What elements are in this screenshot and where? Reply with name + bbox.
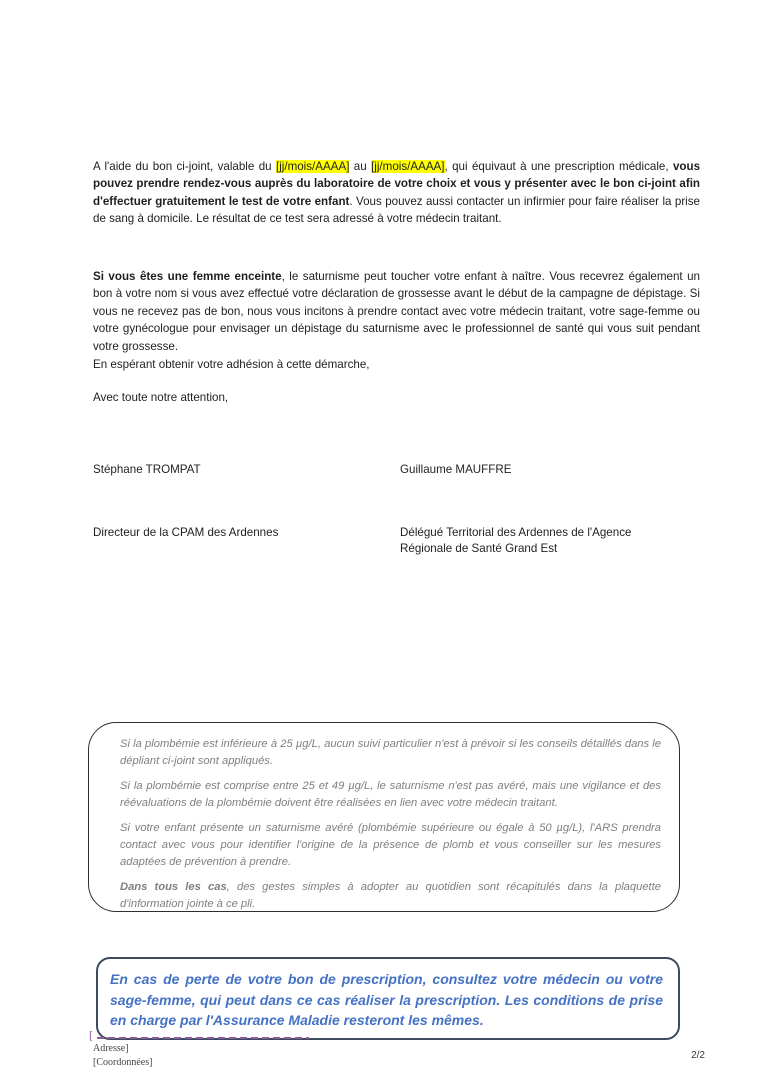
notice-text: En cas de perte de votre bon de prescription, consultez votre médecin ou votre sage-femme, qui peut dans ce cas réaliser la prescription. Les conditions de prise en charge par l'Assurance Maladie resteront les mêmes. xyxy=(110,971,663,1028)
page-number: 2/2 xyxy=(691,1050,705,1061)
para1-text: . Vous pouvez aussi contacter un infirmier pour faire réaliser la prise de sang à domicile. Le résultat de ce test sera adressé à votre médecin traitant. xyxy=(93,194,701,226)
para2-bold-text: Si vous êtes une femme enceinte xyxy=(93,269,282,283)
para1-text: A l'aide du bon ci-joint, valable du xyxy=(93,159,276,173)
para1-bold-text: vous pouvez prendre rendez-vous auprès du laboratoire de votre choix et vous y présenter avec le bon ci-joint afin d'effectuer gratuitement le test de votre enfant xyxy=(93,159,701,208)
signer-title-left: Directeur de la CPAM des Ardennes xyxy=(93,526,279,539)
footer-obscured-placeholder-line xyxy=(97,1037,309,1039)
info-para-bold-text: Dans tous les cas xyxy=(120,881,227,893)
para1-text: , qui équivaut à une prescription médicale, xyxy=(444,159,673,173)
para2-text: , le saturnisme peut toucher votre enfant à naître. Vous recevrez également un bon à votre nom si vous avez effectué votre déclaration de grossesse avant le début de la campagne de dépistage. Si vous ne recevez pas de bon, nous vous incitons à prendre contact avec votre médecin traitant, votre sage-femme ou votre gynécologue pour envisager un dépistage du saturnisme avec le professionnel de santé qui vous suit pendant votre grossesse. xyxy=(93,269,700,353)
footer-contact-placeholder: [Coordonnées] xyxy=(93,1056,153,1068)
closing-line-adhesion: En espérant obtenir votre adhésion à cette démarche, xyxy=(93,357,370,371)
info-para-text: Si la plombémie est comprise entre 25 et 49 µg/L, le saturnisme n'est pas avéré, mais une vigilance et des réévaluations de la plombémie doivent être réalisées en lien avec votre médecin traitant. xyxy=(120,780,661,809)
footer-address-placeholder: Adresse] xyxy=(93,1043,129,1054)
signer-title-right: Délégué Territorial des Ardennes de l'Agence Régionale de Santé Grand Est xyxy=(400,526,632,555)
info-para-above-50 xyxy=(120,820,661,871)
info-para-text: Si votre enfant présente un saturnisme avéré (plombémie supérieure ou égale à 50 µg/L), l'ARS prendra contact avec vous pour identifier l'origine de la présence de plomb et vous conseiller sur les mesures adaptées de prévention à prendre. xyxy=(120,822,661,868)
info-para-25-49 xyxy=(120,778,661,812)
info-para-below-25 xyxy=(120,736,661,770)
paragraph-bon-ci-joint xyxy=(93,158,700,228)
info-para-text: , des gestes simples à adopter au quotidien sont récapitulés dans la plaquette d'information jointe à ce pli. xyxy=(120,881,662,910)
signer-name-right: Guillaume MAUFFRE xyxy=(400,463,512,476)
footer-obscured-placeholder-fragment: [ xyxy=(89,1028,93,1042)
date-placeholder-start: [jj/mois/AAAA] xyxy=(275,159,350,173)
closing-line-attention: Avec toute notre attention, xyxy=(93,390,229,404)
date-placeholder-end: [jj/mois/AAAA] xyxy=(371,159,445,173)
para1-text: au xyxy=(349,159,372,173)
signer-name-left: Stéphane TROMPAT xyxy=(93,463,201,476)
info-para-tous-les-cas xyxy=(120,879,661,913)
info-para-text: Si la plombémie est inférieure à 25 µg/L, aucun suivi particulier n'est à prévoir si les conseils détaillés dans le dépliant ci-joint sont appliqués. xyxy=(120,738,661,767)
footer-placeholder-block xyxy=(93,1042,393,1069)
plombemie-info-box xyxy=(88,722,680,912)
prescription-loss-notice-box xyxy=(96,957,680,1040)
paragraph-femme-enceinte xyxy=(93,268,700,356)
